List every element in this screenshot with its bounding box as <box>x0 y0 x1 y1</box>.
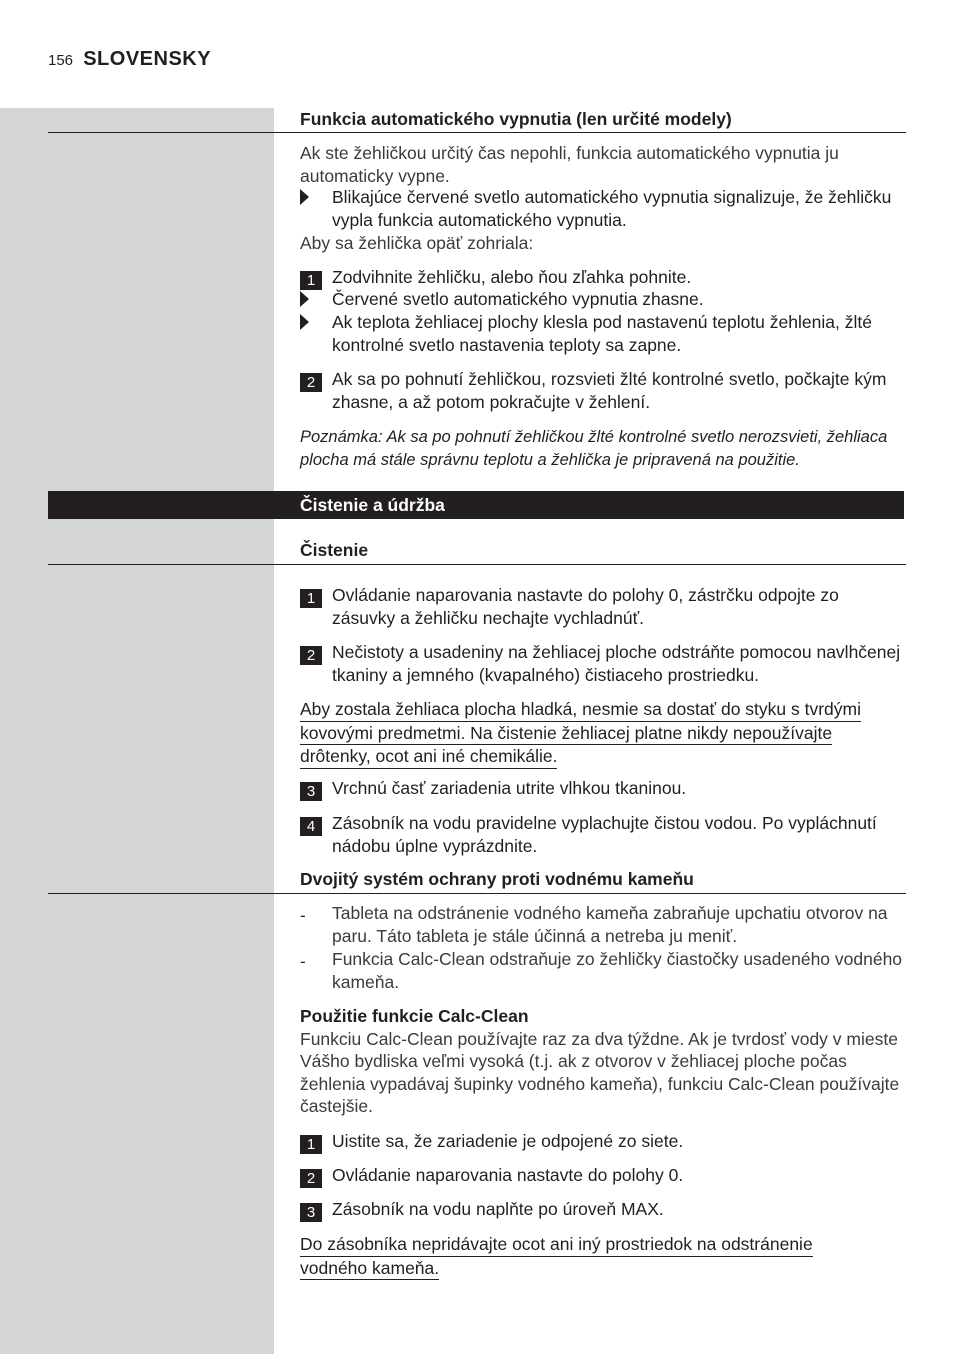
calc-clean-block <box>300 1005 906 1118</box>
dash-marker: - <box>300 952 306 971</box>
step-number-badge: 3 <box>300 1203 322 1222</box>
cleaning-step-2: 2 Nečistoty a usadeniny na žehliacej ploche odstráňte pomocou navlhčenej tkaniny a jemného (kvapalného) čistiaceho prostriedku. <box>300 641 906 686</box>
calc-warning <box>300 1233 813 1280</box>
divider-rule <box>48 564 906 565</box>
step-number-badge: 3 <box>300 782 322 801</box>
bullet-triangle-icon <box>300 290 309 313</box>
cleaning-step-3: 3 Vrchnú časť zariadenia utrite vlhkou tkaninou. <box>300 777 906 800</box>
step-number-badge: 4 <box>300 817 322 836</box>
cleaning-step-1: 1 Ovládanie naparovania nastavte do polohy 0, zástrčku odpojte zo zásuvky a žehličku nechajte vychladnúť. <box>300 584 906 629</box>
gray-margin-column <box>0 108 274 1354</box>
auto-off-step-1: 1 Zodvihnite žehličku, alebo ňou zľahka pohnite. <box>300 266 906 289</box>
heading-auto-off: Funkcia automatického vypnutia (len určité modely) <box>300 109 732 129</box>
warning-line: vodného kameňa. <box>300 1257 439 1281</box>
step-number-badge: 1 <box>300 271 322 290</box>
cleaning-warning <box>300 698 861 769</box>
warning-line: kovovými predmetmi. Na čistenie žehliacej platne nikdy nepoužívajte <box>300 722 832 746</box>
warning-line: Do zásobníka nepridávajte ocot ani iný prostriedok na odstránenie <box>300 1233 813 1257</box>
step-number-badge: 1 <box>300 589 322 608</box>
calc-step-1: 1 Uistite sa, že zariadenie je odpojené zo siete. <box>300 1130 906 1153</box>
auto-off-bullet-2: Červené svetlo automatického vypnutia zhasne. <box>300 288 906 311</box>
step-number-badge: 1 <box>300 1135 322 1154</box>
warning-line: Aby zostala žehliaca plocha hladká, nesmie sa dostať do styku s tvrdými <box>300 698 861 722</box>
auto-off-intro: Ak ste žehličkou určitý čas nepohli, funkcia automatického vypnutia ju automaticky vypne. <box>300 143 839 186</box>
dash-marker: - <box>300 906 306 925</box>
section-bar-cleaning <box>48 491 904 519</box>
auto-off-bullet-1: Blikajúce červené svetlo automatického vypnutia signalizuje, že žehličku vypla funkcia automatického vypnutia. <box>300 186 906 231</box>
calc-step-3: 3 Zásobník na vodu naplňte po úroveň MAX. <box>300 1198 906 1221</box>
heading-anticalc: Dvojitý systém ochrany proti vodnému kameňu <box>300 869 694 889</box>
page-header <box>48 48 211 71</box>
auto-off-note: Poznámka: Ak sa po pohnutí žehličkou žlté kontrolné svetlo nerozsvieti, žehliaca plocha má stále správnu teplotu a žehlička je pripravená na použitie. <box>300 428 888 469</box>
divider-rule <box>48 132 906 133</box>
step-number-badge: 2 <box>300 1169 322 1188</box>
cleaning-step-4: 4 Zásobník na vodu pravidelne vyplachujte čistou vodou. Po vypláchnutí nádobu úplne vyprázdnite. <box>300 812 906 857</box>
anticalc-dash-2: - Funkcia Calc-Clean odstraňuje zo žehličky čiastočky usadeného vodného kameňa. <box>300 949 903 992</box>
calc-clean-text: Funkciu Calc-Clean používajte raz za dva týždne. Ak je tvrdosť vody v mieste Vášho bydliska veľmi vysoká (t.j. ak z otvorov v žehliacej ploche počas žehlenia vypadávaj šupinky vodného kameňa), funkciu Calc-Clean používajte častejšie. <box>300 1028 900 1116</box>
step-number-badge: 2 <box>300 646 322 665</box>
auto-off-bullet-3: Ak teplota žehliacej plochy klesla pod nastavenú teplotu žehlenia, žlté kontrolné svetlo nastavenia teploty sa zapne. <box>300 311 906 356</box>
step-number-badge: 2 <box>300 373 322 392</box>
divider-rule <box>48 893 906 894</box>
auto-off-reheat: Aby sa žehlička opäť zohriala: <box>300 233 534 253</box>
language-label: SLOVENSKY <box>83 48 212 70</box>
section-bar-title: Čistenie a údržba <box>300 495 445 515</box>
calc-clean-title: Použitie funkcie Calc-Clean <box>300 1006 529 1026</box>
warning-line: drôtenky, ocot ani iné chemikálie. <box>300 745 557 769</box>
page-number: 156 <box>48 52 74 69</box>
bullet-triangle-icon <box>300 188 309 211</box>
auto-off-step-2: 2 Ak sa po pohnutí žehličkou, rozsvieti žlté kontrolné svetlo, počkajte kým zhasne, a až potom pokračujte v žehlení. <box>300 368 906 413</box>
bullet-triangle-icon <box>300 313 309 336</box>
calc-step-2: 2 Ovládanie naparovania nastavte do polohy 0. <box>300 1164 906 1187</box>
anticalc-dash-1: - Tableta na odstránenie vodného kameňa zabraňuje upchatiu otvorov na paru. Táto tableta je stále účinná a netreba ju meniť. <box>300 903 888 946</box>
heading-cleaning: Čistenie <box>300 540 369 560</box>
